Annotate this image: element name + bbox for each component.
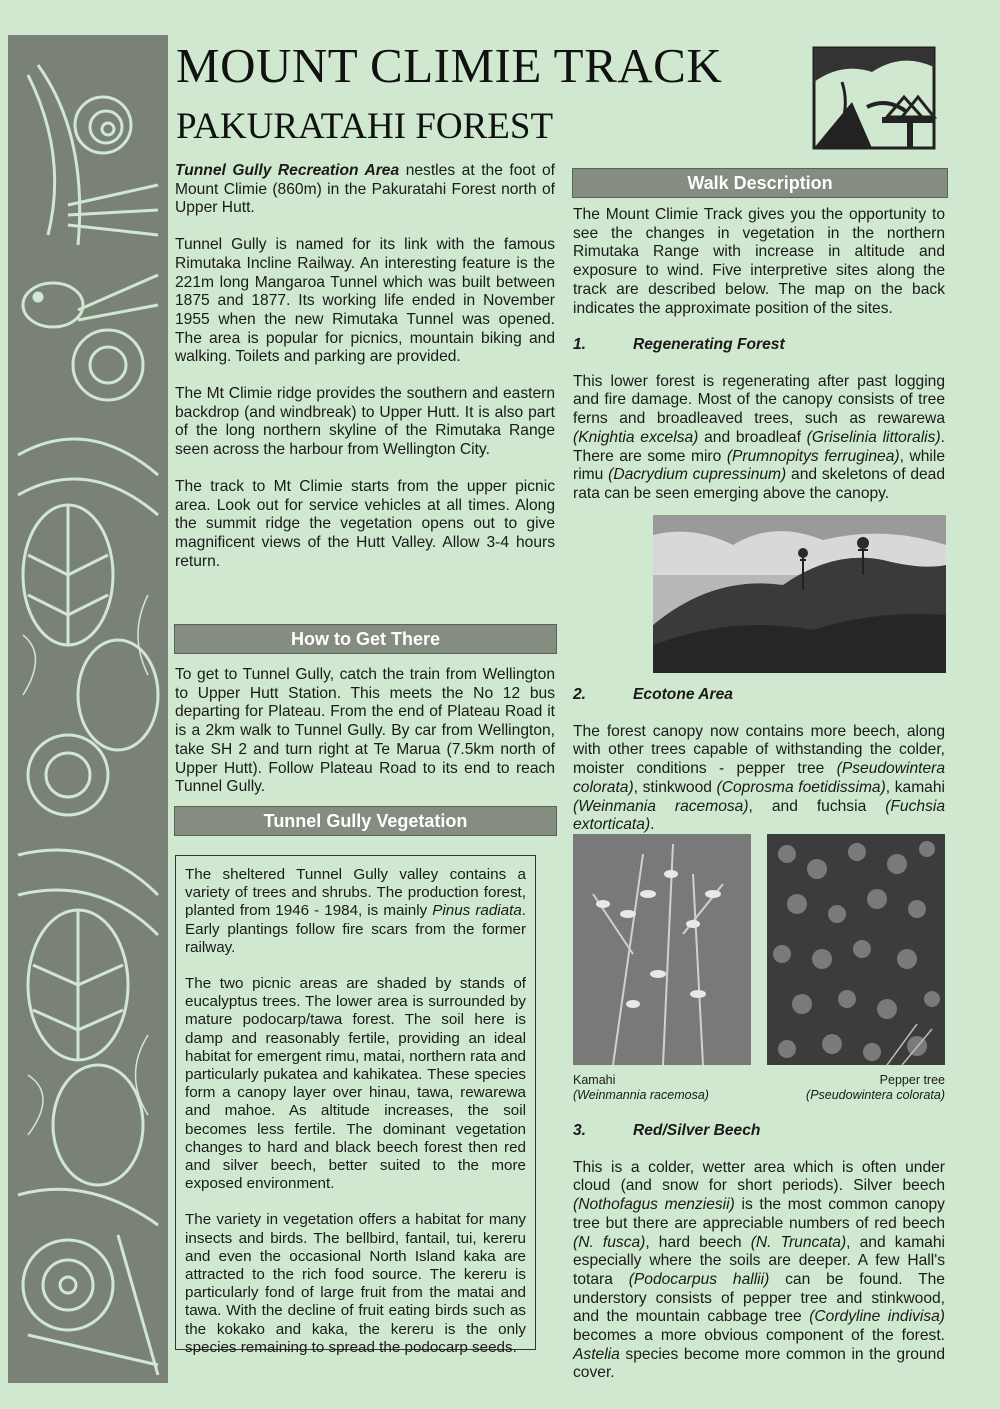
pepper-tree-caption: [765, 1073, 945, 1103]
site-2-text: The forest canopy now contains more beech, along with other trees capable of withstanding the colder, moister conditions - pepper tree (Pseudowintera colorata), stinkwood (Coprosma foetidissima), kamahi (Weinmania racemosa), and fuchsia (Fuchsia extorticata).: [573, 722, 945, 834]
site-3-number: 3.: [573, 1122, 587, 1139]
track-start-paragraph: The track to Mt Climie starts from the upper picnic area. Look out for service vehicles at all times. Along the summit ridge the vegetation opens out to give magnificent views of the Hutt Valley. Allow 3-4 hours return.: [175, 477, 555, 570]
ridge-paragraph: The Mt Climie ridge provides the southern and eastern backdrop (and windbreak) to Upper Hutt. It is also part of the long northern skyline of the Rimutaka Range seen across the harbour from Wellington City.: [175, 385, 555, 459]
decorative-botanical-border: [8, 35, 168, 1383]
intro-text: nestles at the foot of Mount Climie (860m) in the Pakuratahi Forest north of Upper Hutt.: [175, 162, 555, 217]
site-3-title: Red/Silver Beech: [633, 1122, 761, 1139]
site-2-heading: [573, 686, 945, 705]
directions-section: [175, 666, 555, 815]
left-column: [175, 162, 555, 589]
history-paragraph: Tunnel Gully is named for its link with the famous Rimutaka Incline Railway. An interesting feature is the 221m long Mangaroa Tunnel which was built between 1875 and 1877. Its working life ended in November 1955 when the new Rimutaka Tunnel was opened. The area is popular for picnics, mountain biking and walking. Toilets and parking are provided.: [175, 236, 555, 366]
walk-intro: [573, 206, 945, 336]
vegetation-paragraph-2: The two picnic areas are shaded by stands of eucalyptus trees. The lower area is surrounded by mature podocarp/tawa forest. The soil here is damp and reasonably fertile, providing an ideal habitat for emergent rimu, matai, northern rata and particularly pukatea and kahikatea. These species form a canopy layer over hinau, tawa, rewarewa and mahoe. As altitude increases, the soil becomes less fertile. The dominant vegetation changes to hard and black beech forest then red and silver beech, better suited to the more exposed environment.: [185, 975, 526, 1193]
how-to-get-there-heading: How to Get There: [174, 624, 557, 654]
site-1-heading: [573, 336, 945, 355]
regenerating-forest-photo: [653, 515, 946, 673]
vegetation-paragraph-1: [185, 866, 526, 957]
site-2-number: 2.: [573, 686, 587, 703]
kamahi-caption: [573, 1073, 709, 1103]
site-1-section: [573, 336, 945, 522]
caption-name: Pepper tree: [879, 1073, 945, 1087]
walk-description-heading: Walk Description: [572, 168, 948, 198]
caption-name: Kamahi: [573, 1073, 616, 1087]
pepper-tree-photo: [767, 834, 945, 1065]
vegetation-text: . Early plantings follow fire scars from the former railway.: [185, 902, 526, 956]
site-1-title: Regenerating Forest: [633, 336, 785, 353]
site-3-heading: [573, 1122, 945, 1141]
site-2-section: [573, 686, 945, 853]
directions-paragraph: To get to Tunnel Gully, catch the train from Wellington to Upper Hutt Station. This meets the No 12 bus departing for Plateau. From the end of Plateau Road it is a 2km walk to Tunnel Gully. By car from Wellington, take SH 2 and turn right at Te Marua (7.5km north of Upper Hutt). Follow Plateau Road to its end to reach Tunnel Gully.: [175, 666, 555, 796]
site-3-section: [573, 1122, 945, 1401]
kamahi-photo: [573, 834, 751, 1065]
track-logo: [812, 42, 937, 152]
species-name: Pinus radiata: [432, 902, 522, 920]
site-3-text: This is a colder, wetter area which is often under cloud (and snow for short periods). Silver beech (Nothofagus menziesii) is the most common canopy tree but there are appreciable numbers of red beech (N. fusca), hard beech (N. Truncata), and kamahi especially where the soils are deeper. A few Hall's totara (Podocarpus hallii) can be found. The understory consists of pepper tree and stinkwood, and the mountain cabbage tree (Cordyline indivisa) becomes a more obvious component of the forest. Astelia species become more common in the ground cover.: [573, 1158, 945, 1382]
intro-paragraph: [175, 162, 555, 218]
vegetation-paragraph-3: The variety in vegetation offers a habitat for many insects and birds. The bellbird, fantail, tui, kereru and even the occasional North Island kaka are attracted to the rich food source. The kereru is particularly fond of large fruit from the matai and tawa. With the decline of fruit eating birds such as the kokako and kaka, the kereru is the only species remaining to spread the podocarp seeds.: [185, 1211, 526, 1356]
site-1-text: This lower forest is regenerating after past logging and fire damage. Most of the canopy consists of tree ferns and broadleaved trees, such as rewarewa (Knightia excelsa) and broadleaf (Griselinia littoralis). There are some miro (Prumnopitys ferruginea), while rimu (Dacrydium cupressinum) and skeletons of dead rata can be seen emerging above the canopy.: [573, 372, 946, 502]
walk-intro-paragraph: The Mount Climie Track gives you the opportunity to see the changes in vegetation in the northern Rimutaka Range with increase in altitude and exposure to wind. Five interpretive sites along the track are described below. The map on the back indicates the approximate position of the sites.: [573, 206, 945, 317]
vegetation-text: The sheltered Tunnel Gully valley contains a variety of trees and shrubs. The production forest, planted from 1946 - 1984, is mainly: [185, 866, 526, 920]
page-subtitle: PAKURATAHI FOREST: [176, 106, 554, 147]
vegetation-box: [175, 855, 536, 1356]
intro-lead: Tunnel Gully Recreation Area: [175, 162, 400, 179]
caption-latin: (Weinmannia racemosa): [573, 1088, 709, 1102]
site-2-title: Ecotone Area: [633, 686, 733, 703]
caption-latin: (Pseudowintera colorata): [806, 1088, 945, 1102]
site-1-number: 1.: [573, 336, 587, 353]
vegetation-heading: Tunnel Gully Vegetation: [174, 806, 557, 836]
page-title: MOUNT CLIMIE TRACK: [176, 38, 723, 93]
